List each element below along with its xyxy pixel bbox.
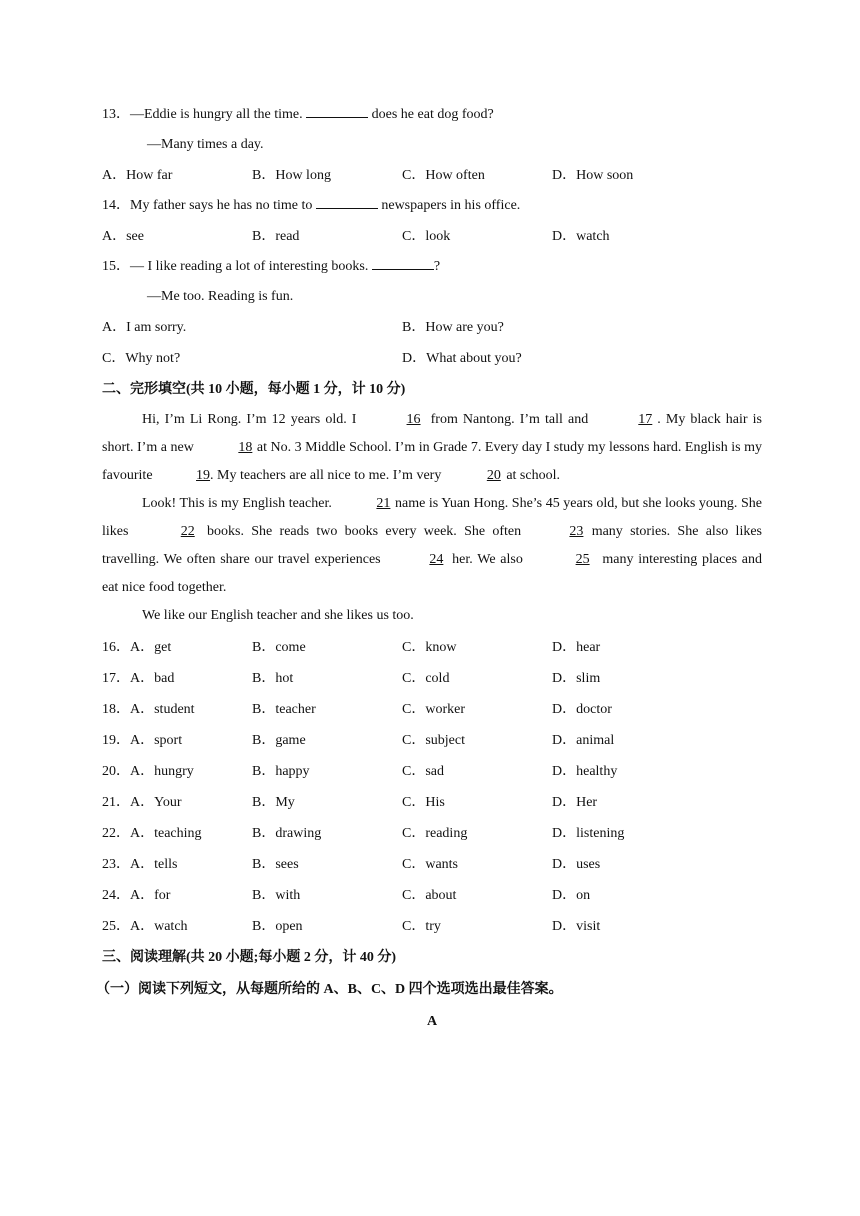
option-d[interactable]: D．watch (552, 229, 610, 244)
question-15-options-row1 (102, 312, 762, 343)
option-d[interactable]: D．uses (552, 857, 601, 872)
option-c[interactable]: C．subject (402, 733, 465, 748)
option-c[interactable]: C．about (402, 888, 457, 903)
cloze-question-17 (102, 663, 762, 694)
option-c[interactable]: C．How often (402, 168, 485, 183)
option-d[interactable]: D．visit (552, 919, 601, 934)
option-a[interactable]: 17．A．bad (102, 671, 175, 686)
option-a[interactable]: 16．A．get (102, 640, 172, 655)
option-d[interactable]: D．animal (552, 733, 615, 748)
cloze-question-21 (102, 787, 762, 818)
option-c[interactable]: C．worker (402, 702, 465, 717)
option-c[interactable]: C．try (402, 919, 441, 934)
option-c[interactable]: C．Why not? (102, 351, 181, 366)
cloze-blank-22: 22 (180, 524, 195, 539)
option-d[interactable]: D．What about you? (402, 351, 522, 366)
cloze-question-22 (102, 818, 762, 849)
question-15-options-row2 (102, 343, 762, 374)
option-a[interactable]: 22．A．teaching (102, 826, 202, 841)
cloze-blank-16: 16 (406, 412, 421, 427)
cloze-question-19 (102, 725, 762, 756)
option-a[interactable]: A．see (102, 229, 144, 244)
option-b[interactable]: B．game (252, 733, 306, 748)
option-d[interactable]: D．slim (552, 671, 601, 686)
section-3-heading: 三、阅读理解(共 20 小题;每小题 2 分，计 40 分) (102, 950, 396, 965)
question-15-stem: 15．— I like reading a lot of interesting books. ? (102, 252, 762, 282)
option-a[interactable]: A．I am sorry. (102, 320, 187, 335)
cloze-question-25 (102, 911, 762, 942)
option-a[interactable]: 21．A．Your (102, 795, 182, 810)
option-d[interactable]: D．on (552, 888, 591, 903)
question-15-reply: —Me too. Reading is fun. (147, 289, 294, 304)
cloze-paragraph-3: We like our English teacher and she likes us too. (142, 608, 414, 623)
option-a[interactable]: 20．A．hungry (102, 764, 194, 779)
option-a[interactable]: 25．A．watch (102, 919, 188, 934)
option-c[interactable]: C．wants (402, 857, 458, 872)
cloze-blank-18: 18 (238, 440, 253, 455)
option-d[interactable]: D．Her (552, 795, 598, 810)
option-b[interactable]: B．hot (252, 671, 294, 686)
answer-blank (306, 104, 368, 118)
cloze-question-18 (102, 694, 762, 725)
option-b[interactable]: B．My (252, 795, 295, 810)
option-d[interactable]: D．listening (552, 826, 625, 841)
question-13-options (102, 160, 762, 191)
cloze-blank-17: 17 (638, 412, 653, 427)
cloze-question-24 (102, 880, 762, 911)
option-b[interactable]: B．happy (252, 764, 310, 779)
cloze-paragraph-1: Hi, I’m Li Rong. I’m 12 years old. I 16 from Nantong. I’m tall and 17 . My black hair is short. I’m a new 18 at No. 3 Middle School. I’m in Grade 7. Every day I study my lessons hard. English is my favourite 19. My teachers are all nice to me. I’m very 20 at school. (102, 406, 762, 490)
option-a[interactable]: 19．A．sport (102, 733, 183, 748)
option-c[interactable]: C．reading (402, 826, 468, 841)
option-c[interactable]: C．know (402, 640, 457, 655)
cloze-paragraph-2: Look! This is my English teacher. 21 name is Yuan Hong. She’s 45 years old, but she looks young. She likes 22 books. She reads two books every week. She often 23 many stories. She also likes travelling. We often share our travel experiences 24 her. We also 25 many interesting places and eat nice food together. (102, 490, 762, 602)
question-13-reply: —Many times a day. (147, 137, 264, 152)
option-b[interactable]: B．sees (252, 857, 299, 872)
passage-label: A (426, 1014, 438, 1029)
option-d[interactable]: D．doctor (552, 702, 612, 717)
option-b[interactable]: B．teacher (252, 702, 316, 717)
exam-page (96, 100, 762, 1038)
section-3-instruction: （一）阅读下列短文，从每题所给的 A、B、C、D 四个选项选出最佳答案。 (96, 982, 563, 997)
option-b[interactable]: B．How are you? (402, 320, 504, 335)
question-13-stem: 13．—Eddie is hungry all the time. does he eat dog food? (102, 100, 762, 130)
option-c[interactable]: C．look (402, 229, 451, 244)
answer-blank (316, 195, 378, 209)
option-b[interactable]: B．come (252, 640, 306, 655)
cloze-question-23 (102, 849, 762, 880)
cloze-blank-21: 21 (376, 496, 391, 511)
cloze-question-16 (102, 632, 762, 663)
cloze-blank-24: 24 (429, 552, 444, 567)
option-c[interactable]: C．His (402, 795, 445, 810)
option-b[interactable]: B．open (252, 919, 303, 934)
option-a[interactable]: 24．A．for (102, 888, 171, 903)
cloze-blank-25: 25 (575, 552, 590, 567)
section-2-heading: 二、完形填空(共 10 小题，每小题 1 分，计 10 分) (102, 382, 406, 397)
answer-blank (372, 256, 434, 270)
cloze-question-list (102, 632, 762, 942)
option-b[interactable]: B．How long (252, 168, 331, 183)
option-a[interactable]: 23．A．tells (102, 857, 178, 872)
option-c[interactable]: C．sad (402, 764, 444, 779)
cloze-blank-20: 20 (486, 468, 501, 483)
question-14-options (102, 221, 762, 252)
option-b[interactable]: B．drawing (252, 826, 322, 841)
option-a[interactable]: 18．A．student (102, 702, 195, 717)
option-b[interactable]: B．read (252, 229, 300, 244)
option-b[interactable]: B．with (252, 888, 301, 903)
cloze-blank-23: 23 (569, 524, 584, 539)
question-14-stem: 14．My father says he has no time to newspapers in his office. (102, 191, 762, 221)
option-d[interactable]: D．How soon (552, 168, 634, 183)
cloze-question-20 (102, 756, 762, 787)
cloze-blank-19: 19 (196, 468, 211, 483)
option-a[interactable]: A．How far (102, 168, 173, 183)
option-d[interactable]: D．healthy (552, 764, 618, 779)
option-c[interactable]: C．cold (402, 671, 450, 686)
option-d[interactable]: D．hear (552, 640, 601, 655)
